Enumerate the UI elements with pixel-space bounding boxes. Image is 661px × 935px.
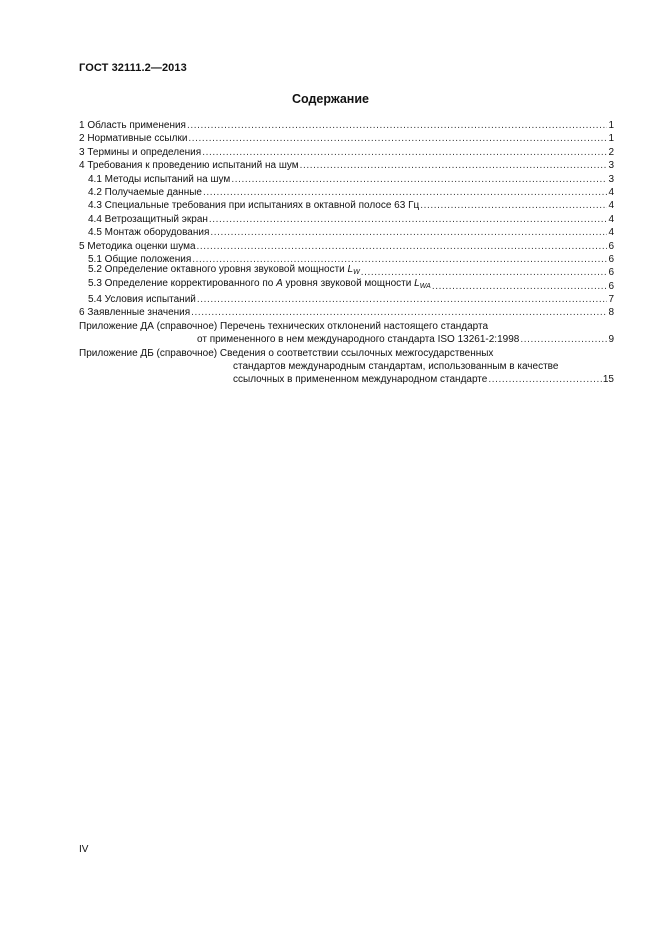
leader-dots [191,306,607,319]
toc-entry[interactable]: 4.4 Ветрозащитный экран ..... 4 [79,213,614,226]
toc-entry[interactable]: 5.3 Определение корректированного по A уровня звуковой мощности $L_{WA}$ ..... 6 [79,280,614,293]
toc-appendix-da[interactable]: Приложение ДА (справочное) Перечень технических отклонений настоящего стандарта от примененного в нем международного стандарта ISO 13261-2:1998 ..... 9 [79,320,614,347]
leader-dots [420,199,607,212]
toc-entry[interactable]: 3 Термины и определения ..... 2 [79,146,614,159]
toc-entry[interactable]: 4.2 Получаемые данные ..... 4 [79,186,614,199]
page-title: Содержание [291,92,369,106]
page-number: IV [79,844,89,855]
leader-dots [520,333,607,346]
leader-dots [202,146,607,159]
toc-entry[interactable]: 5.4 Условия испытаний ..... 7 [79,293,614,306]
leader-dots [197,240,608,253]
leader-dots [231,173,607,186]
toc-entry[interactable]: 6 Заявленные значения ..... 8 [79,306,614,319]
leader-dots [203,186,607,199]
leader-dots [209,213,608,226]
document-code: ГОСТ 32111.2—2013 [79,62,187,74]
leader-dots [300,159,608,172]
toc-entry[interactable]: 4.5 Монтаж оборудования ..... 4 [79,226,614,239]
toc-entry[interactable]: 4.3 Специальные требования при испытаниях в октавной полосе 63 Гц ..... 4 [79,199,614,212]
toc-appendix-db[interactable]: Приложение ДБ (справочное) Сведения о соответствии ссылочных межгосударственных стандартов международным стандартам, использованным в качестве ссылочных в примененном международном стандарте ..... 15 [79,347,614,387]
table-of-contents [79,119,614,387]
leader-dots [432,280,608,293]
leader-dots [488,373,602,386]
toc-entry[interactable]: 5.1 Общие положения ..... 6 [79,253,614,266]
toc-entry[interactable]: 5 Методика оценки шума ..... 6 [79,240,614,253]
leader-dots [188,132,607,145]
toc-entry[interactable]: 2 Нормативные ссылки ..... 1 [79,132,614,145]
leader-dots [210,226,607,239]
toc-entry[interactable]: 1 Область применения ..... 1 [79,119,614,132]
toc-entry[interactable]: 5.2 Определение октавного уровня звуковой мощности $L_W$ ..... 6 [79,266,614,279]
toc-entry[interactable]: 4.1 Методы испытаний на шум ..... 3 [79,173,614,186]
leader-dots [197,293,608,306]
leader-dots [187,119,607,132]
toc-entry[interactable]: 4 Требования к проведению испытаний на шум ..... 3 [79,159,614,172]
